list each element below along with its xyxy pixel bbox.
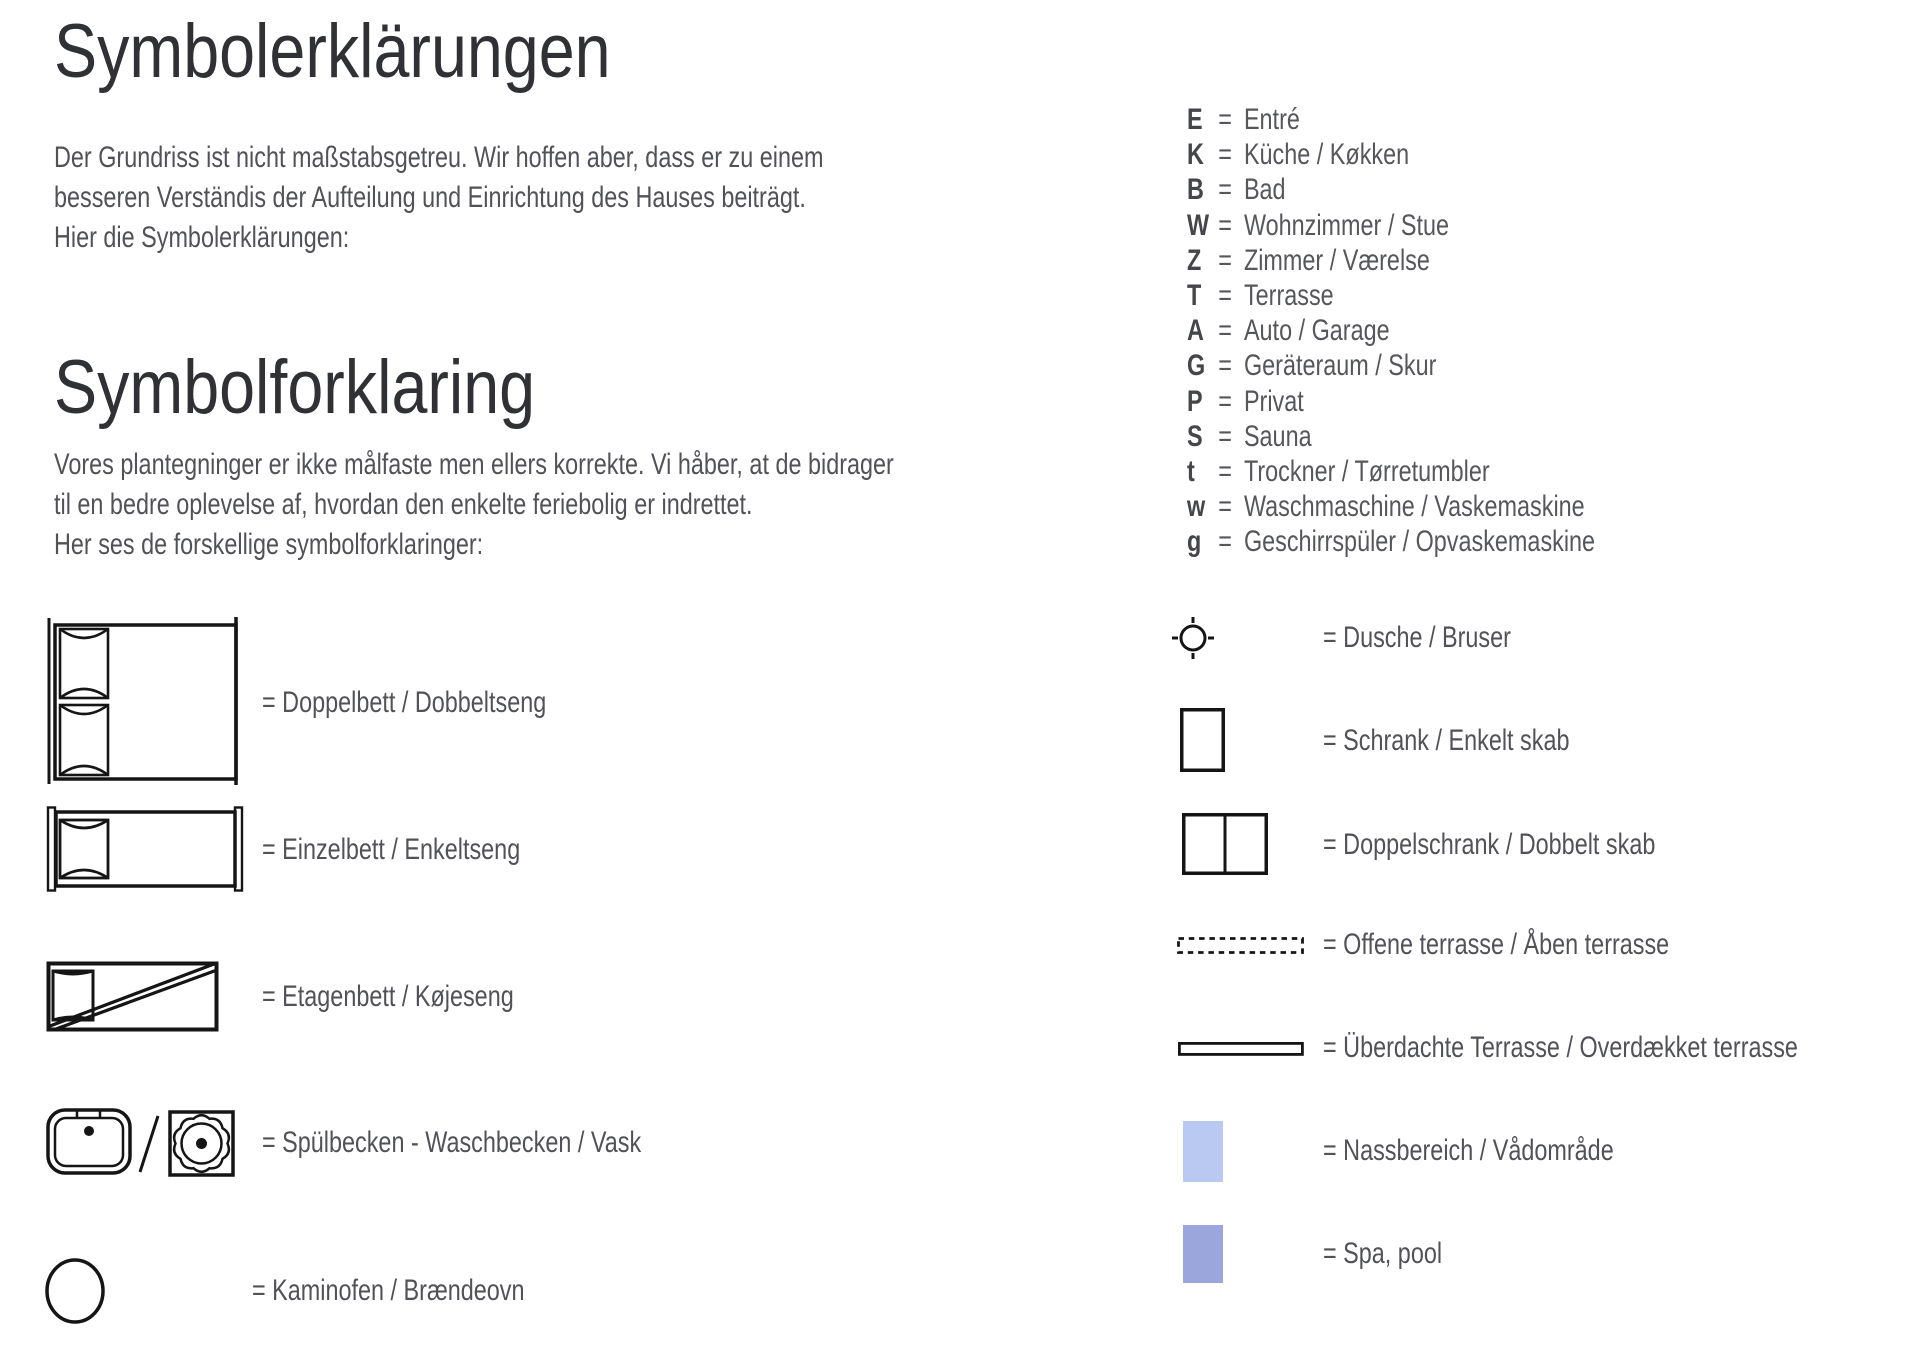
legend-label-shower: = Dusche / Bruser xyxy=(1323,621,1511,654)
abbreviation-row: W = Wohnzimmer / Stue xyxy=(1187,208,1449,242)
double-bed-icon xyxy=(46,616,240,786)
sink-icons xyxy=(46,1104,236,1180)
washbasin-icon xyxy=(48,1110,130,1173)
single-bed-icon xyxy=(46,804,244,894)
slash-separator xyxy=(140,1116,158,1172)
intro-paragraph-danish xyxy=(54,445,1131,565)
intro-da-line: Her ses de forskellige symbolforklaringer: xyxy=(54,528,484,561)
intro-paragraph-german xyxy=(54,138,1041,258)
page-title-danish: Symbolforklaring xyxy=(54,345,536,430)
abbreviation-row: w = Waschmaschine / Vaskemaskine xyxy=(1187,490,1585,524)
legend-label-wet-area: = Nassbereich / Vådområde xyxy=(1323,1134,1614,1167)
legend-label-spa-pool: = Spa, pool xyxy=(1323,1237,1443,1270)
intro-de-line: besseren Verständis der Aufteilung und Einrichtung des Hauses beiträgt. xyxy=(54,181,806,214)
legend-label-sink: = Spülbecken - Waschbecken / Vask xyxy=(262,1126,642,1159)
legend-label-double-bed: = Doppelbett / Dobbeltseng xyxy=(262,686,547,719)
legend-label-wood-stove: = Kaminofen / Brændeovn xyxy=(252,1274,525,1307)
wet-area-swatch xyxy=(1183,1121,1223,1182)
abbreviation-row: K = Küche / Køkken xyxy=(1187,138,1410,172)
covered-terrace-icon xyxy=(1178,1042,1304,1056)
legend-label-open-terrace: = Offene terrasse / Åben terrasse xyxy=(1323,928,1670,961)
shower-icon xyxy=(1171,616,1215,660)
abbreviation-list xyxy=(1187,102,1747,559)
open-terrace-icon xyxy=(1177,937,1304,954)
abbreviation-row: g = Geschirrspüler / Opvaskemaskine xyxy=(1187,525,1596,559)
bunk-bed-icon xyxy=(46,960,220,1032)
abbreviation-row: S = Sauna xyxy=(1187,419,1312,453)
intro-da-line: Vores plantegninger er ikke målfaste men ellers korrekte. Vi håber, at de bidrager xyxy=(54,448,894,481)
round-sink-icon xyxy=(170,1112,233,1175)
legend-label-bunk-bed: = Etagenbett / Køjeseng xyxy=(262,980,514,1013)
abbreviation-row: G = Geräteraum / Skur xyxy=(1187,349,1437,383)
legend-label-single-closet: = Schrank / Enkelt skab xyxy=(1323,724,1570,757)
abbreviation-row: Z = Zimmer / Værelse xyxy=(1187,243,1430,277)
legend-label-single-bed: = Einzelbett / Enkeltseng xyxy=(262,833,521,866)
abbreviation-row: P = Privat xyxy=(1187,384,1304,418)
intro-de-line: Hier die Symbolerklärungen: xyxy=(54,221,350,254)
wood-stove-icon xyxy=(44,1256,108,1326)
spa-pool-swatch xyxy=(1183,1225,1223,1283)
abbreviation-row: B = Bad xyxy=(1187,173,1286,207)
abbreviation-row: t = Trockner / Tørretumbler xyxy=(1187,454,1490,488)
abbreviation-row: E = Entré xyxy=(1187,103,1300,136)
double-closet-icon xyxy=(1182,813,1268,875)
intro-de-line: Der Grundriss ist nicht maßstabsgetreu. Wir hoffen aber, dass er zu einem xyxy=(54,141,824,174)
legend-label-double-closet: = Doppelschrank / Dobbelt skab xyxy=(1323,828,1656,861)
abbreviation-row: T = Terrasse xyxy=(1187,278,1334,312)
legend-label-covered-terrace: = Überdachte Terrasse / Overdækket terrasse xyxy=(1323,1031,1798,1064)
abbreviation-row: A = Auto / Garage xyxy=(1187,314,1390,348)
intro-da-line: til en bedre oplevelse af, hvordan den enkelte feriebolig er indrettet. xyxy=(54,488,753,521)
single-closet-icon xyxy=(1180,708,1225,772)
page-title-german: Symbolerklärungen xyxy=(54,9,611,94)
